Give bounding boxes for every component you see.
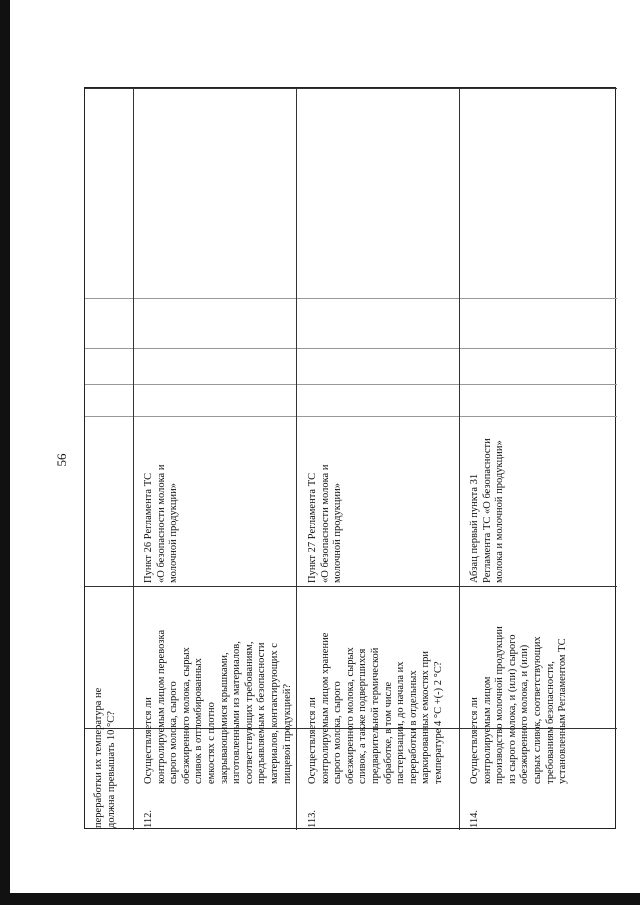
checklist-table [84, 87, 616, 829]
row-divider [85, 88, 617, 89]
column-divider [296, 88, 297, 830]
row-number: 112. [143, 810, 154, 828]
row-divider [85, 384, 617, 385]
row-reference: Пункт 26 Регламента ТС «О безопасности молока и молочной продукции» [143, 464, 180, 583]
row-number: 114. [469, 810, 480, 828]
row-question: Осуществляется ли контролируемым лицом производство молочной продукции из сырого молока, и (или) сырого обезжиренного молока, и (или) сырых сливок, соответствующих требованиям безопасности, установленным Регламентом ТС [469, 626, 569, 784]
scan-edge-bottom [0, 893, 640, 905]
row-divider [85, 348, 617, 349]
row-question: Осуществляется ли контролируемым лицом перевозка сырого молока, сырого обезжиренного молока, сырых сливок в отгломбированных емкостях с плотно закрывающимися крышками, изготовленными из материалов, соответствующих требованиям, предъявляемым к безопасности материалов, контактирующих с пищевой продукцией? [143, 629, 293, 784]
row-reference: Абзац первый пункта 31 Регламента ТС «О безопасности молока и молочной продукции» [469, 438, 506, 583]
row-question: переработки их температура не должна превышать 10 °С? [93, 687, 117, 828]
page-number: 56 [54, 453, 69, 467]
row-number: 113. [307, 810, 318, 828]
row-divider [85, 298, 617, 299]
column-divider [133, 88, 134, 830]
row-question: Осуществляется ли контролируемым лицом хранение сырого молока, сырого обезжиренного молока, сырых сливок, а также подвергшихся предварительной термической обработке, в том числе пастеризации, до начала их переработки в отдельных маркированных емкостях при температуре 4 °С +(-) 2 °С? [307, 632, 444, 784]
scan-edge-left [0, 0, 10, 905]
row-reference: Пункт 27 Регламента ТС «О безопасности молока и молочной продукции» [307, 464, 344, 583]
column-divider [459, 88, 460, 830]
